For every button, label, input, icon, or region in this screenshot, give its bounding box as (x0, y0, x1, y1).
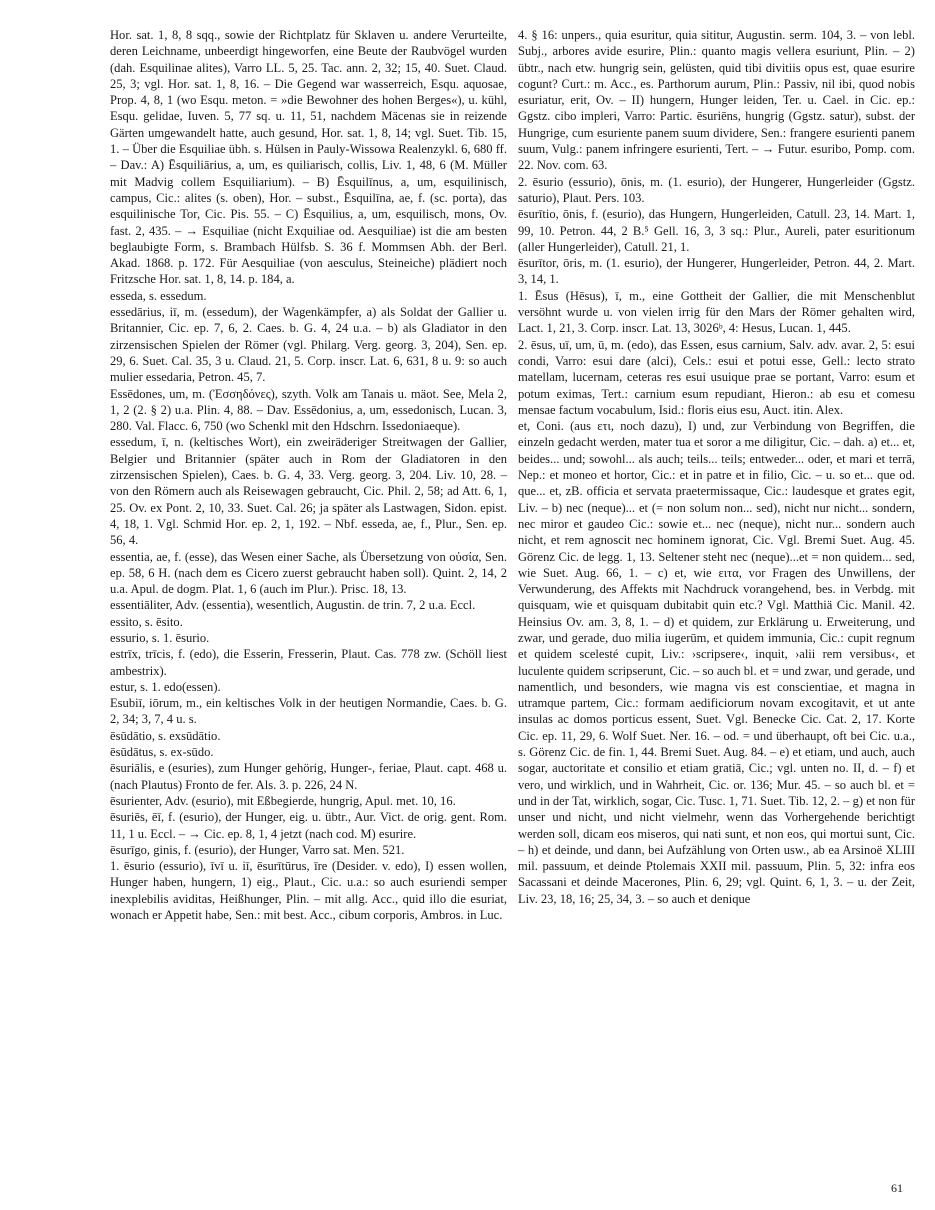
entry-paragraph: essedum, ī, n. (keltisches Wort), ein zweiräderiger Streitwagen der Gallier, Belgier und Britannier (später auch in Rom der Gladiatoren in den zirzensischen Spielen), Caes. b. G. 4, 33. Verg. georg. 3, 204. Liv. 10, 28. – von den Römern auch als Reisewagen gebraucht, Cic. Phil. 2, 58; ad Att. 6, 1, 25. Ov. ex Pont. 2, 10, 33. Suet. Cal. 26; ja später als Lastwagen, Sidon. epist. 4, 18, 1. Vgl. Schmid Hor. ep. 2, 1, 192. – Nbf. esseda, ae, f., Plur., Sen. ep. 56, 4. (110, 435, 507, 548)
entry-paragraph: Hor. sat. 1, 8, 8 sqq., sowie der Richtplatz für Sklaven u. andere Verurteilte, deren Leichname, unbeerdigt hingeworfen, eine Beute der Raubvögel wurden (dah. Esquilinae alites), Varro LL. 5, 25. Tac. ann. 2, 32; 15, 40. Suet. Claud. 25, 3; vgl. Hor. sat. 1, 8, 16. – Die Gegend war wasserreich, Esqu. aquosae, Prop. 4, 8, 1 (wo Esqu. meton. = »die Bewohner des hohen Berges«), u. kühl, Esqu. gelidae, Iuven. 5, 77 sq. u. 11, 51, nachdem Mäcenas sie in reizende Gärten umgewandelt hatte, auch gesund, Hor. sat. 1, 8, 14; vgl. Suet. Tib. 15, 1. – Über die Esquiliae übh. s. Hülsen in Pauly-Wissowa Realenzykl. 6, 680 ff. – Dav.: A) Ēsquiliārius, a, um, es quiliarisch, collis, Liv. 1, 48, 6 (M. Müller mit Madvig collem Esquiliarium). – B) Ēsquilīnus, a, um, esquilinisch, campus, Cic.: alites (s. oben), Hor. – subst., Ēsquilīna, ae, f. (sc. porta), das esquilinische Tor, Cic. Pis. 55. – C) Ēsquilius, a, um, esquilisch, mons, Ov. fast. 2, 435. – → Esquiliae (nicht Exquiliae od. Aesquiliae) ist die am besten beglaubigte Form, s. Brambach Hülfsb. S. 36 f. Mommsen Abh. der Berl. Akad. 1868. p. 172. Für Aesquiliae (von aesculus, Steineiche) plädiert noch Fritzsche Hor. sat. 1, 8, 14. p. 184, a. (110, 28, 507, 287)
entry-paragraph: essurio, s. 1. ēsurio. (110, 630, 210, 645)
entry-paragraph: estur, s. 1. edo(essen). (110, 679, 221, 694)
entry-paragraph: Esubiī, iōrum, m., ein keltisches Volk in der heutigen Normandie, Caes. b. G. 2, 34; 3, 7, 4 u. s. (110, 696, 507, 727)
entry-paragraph: ēsurienter, Adv. (esurio), mit Eßbegierde, hungrig, Apul. met. 10, 16. (110, 793, 456, 808)
entry-paragraph: ēsurītor, ōris, m. (1. esurio), der Hungerer, Hungerleider, Petron. 44, 2. Mart. 3, 14, 1. (518, 256, 915, 287)
entry-paragraph: Essēdones, um, m. (Ἐσσηδόνες), szyth. Volk am Tanais u. mäot. See, Mela 2, 1, 2 (2. § 2) u.a. Plin. 4, 88. – Dav. Essēdonius, a, um, essedonisch, Lucan. 3, 280. Val. Flacc. 6, 750 (wo Schenkl mit den Hdschrn. Issedoniaeque). (110, 386, 507, 434)
entry-paragraph: essito, s. ēsito. (110, 614, 183, 629)
entry-paragraph: ēsuriālis, e (esuries), zum Hunger gehörig, Hunger-, feriae, Plaut. capt. 468 u. (nach Plautus) Fronto de fer. Als. 3. p. 226, 24 N. (110, 761, 507, 792)
entry-paragraph: 2. ēsus, uī, um, ū, m. (edo), das Essen, esus carnium, Salv. adv. avar. 2, 5: esui condi, Varro: esui dare (alci), Cels.: esui et potui esse, Gell.: lecto strato matellam, lucernam, ceteras res esui usuique prae se portant, Varro: esum et potum eximas, Tert.: carnium esum repudiant, Hieron.: ab esu et comesu mensae factum vocabulum, Isid.: floris eius esu, Auct. itin. Alex. (518, 337, 915, 417)
entry-paragraph: ēsurītio, ōnis, f. (esurio), das Hungern, Hungerleiden, Catull. 23, 14. Mart. 1, 99, 10. Petron. 44, 2 B.⁵ Gell. 16, 3, 3 sq.: Plur., Aureli, pater esuritionum (aller Hungerleider), Catull. 21, 1. (518, 207, 915, 254)
page-number: 61 (891, 1181, 903, 1195)
entry-paragraph: essedārius, iī, m. (essedum), der Wagenkämpfer, a) als Soldat der Gallier u. Britannier, Cic. ep. 7, 6, 2. Caes. b. G. 4, 24 u.a. – b) als Gladiator in den zirzensischen Spielen der Römer (vgl. Philarg. Verg. georg. 3, 204), Sen. ep. 29, 6. Suet. Cal. 35, 3 u. Claud. 21, 5. Corp. inscr. Lat. 6, 631, 8 u. 9: so auch mulier essedaria, Petron. 45, 7. (110, 305, 507, 385)
entry-paragraph: esseda, s. essedum. (110, 288, 207, 303)
entry-paragraph: ēsūdātus, s. ex-sūdo. (110, 745, 214, 760)
right-column (518, 27, 915, 907)
entry-paragraph: et, Coni. (aus ετι, noch dazu), I) und, zur Verbindung von Begriffen, die einzeln gedacht werden, mater tua et soror a me diligitur, Cic. – dah. a) et... et, beides... und; sowohl... als auch; teils... teils; entweder... oder, et mari et terrā, Nep.: et moneo et hortor, Cic.: et in patre et in filio, Cic. – u. so et... que od. que... et, zB. officia et servata praetermissaque, Cic.: laudesque et grates egit, Liv. – b) nec (neque)... et (= non solum non... sed), nicht nur nicht... sondern, nec miror et gaudeo Cic.: sowie et... nec (neque), nicht nur... sondern auch nicht, et rem agnoscit nec hominem ignorat, Cic. Vgl. Bremi Suet. Aug. 45. Görenz Cic. de legg. 1, 13. Seltener steht nec (neque)...et = non quidem... sed, wie Suet. Aug. 66, 1. – c) et, wie ειτα, vor Fragen des Unwillens, der Verwunderung, des Affekts mit Nachdruck vorangehend, bes. in Verbdg. mit quisquam, wie et quisquam dubitabit quin etc.? Vgl. Matthiä Cic. Manil. 42. Heinsius Ov. am. 3, 8, 1. – d) et quidem, zur Erklärung u. Erweiterung, und zwar, und gerade, duo milia iugerūm, et quidem immunia, Cic.: cupit regnum et quidem scelesté cupit, Liv.: ›scripsere‹, inquit, ›alii rem versibus‹, et luculente quidem scripserunt, Cic. – so auch bl. et = und zwar, und gerade, und namentlich, und besonders, wie magna vis est conscientiae, et magna in utramque partem, Cic.: formam aedificiorum novam excogitavit, et ut ante insulas ac domos porticus essent, Suet. Vgl. Benecke Cic. Cat. 2, 17. Korte Cic. ep. 11, 29, 6. Wolf Suet. Ner. 16. – od. = und überhaupt, oft bei Cic. u.a., s. Görenz Cic. de fin. 1, 44. Bremi Suet. Aug. 84. – e) et etiam, und auch, auch sogar, auctoritate et consilio et etiam gratiā, Cic.; vgl. unten no. II, d. – f) et vero, und wirklich, und in Wahrheit, Cic. or. 136; Mur. 45. – so auch bl. et = und in der Tat, wirklich, sogar, Cic. Tusc. 1, 71. Suet. Tib. 12, 2. – g) et non für unser und nicht, und nicht vielmehr, wenn das Vorhergehende berichtigt werden soll, dicam eos miseros, qui nati sunt, et non eos, qui mortui sunt, Cic. – h) et deinde, und dann, bei Aufzählung von Orten usw., ab ea Arsinoë XLIII mil. passuum, et deinde Ptolemais XXII mil. passuum, Plin. 5, 32: infra eos Sacassani et deinde Macerones, Plin. 6, 29; vgl. Quint. 6, 1, 3. – u. der Zeit, Liv. 23, 18, 16; 25, 34, 3. – so auch et denique (518, 419, 915, 906)
entry-paragraph: ēsurīgo, ginis, f. (esurio), der Hunger, Varro sat. Men. 521. (110, 842, 405, 857)
entry-paragraph: essentiāliter, Adv. (essentia), wesentlich, Augustin. de trin. 7, 2 u.a. Eccl. (110, 598, 476, 613)
entry-paragraph: 1. Ēsus (Hēsus), ī, m., eine Gottheit der Gallier, die mit Menschenblut versöhnt wurde u. von vielen irrig für den Mars der Römer gehalten wird, Lact. 1, 21, 3. Corp. inscr. Lat. 13, 3026ᵇ, 4: Hesus, Lucan. 1, 445. (518, 288, 915, 336)
entry-paragraph: ēsūdātio, s. exsūdātio. (110, 728, 221, 743)
entry-paragraph: 4. § 16: unpers., quia esuritur, quia sititur, Augustin. serm. 104, 3. – von lebl. Subj., arbores avide esurire, Plin.: quanto magis vellera esuriunt, Plin. – 2) übtr., nach etw. hungrig sein, gelüsten, quid tibi divitiis opus est, quae esurire cogunt? Curt.: m. Acc., es. Parthorum aurum, Plin.: Passiv, nil ibi, quod nobis esuriatur, erit, Ov. – II) hungern, Hunger leiden, Ter. u. Cael. in Cic. ep.: Ggstz. cibo impleri, Varro: Partic. ēsuriēns, hungrig (Ggstz. satur), subst. der Hungrige, cum esuriente panem suum dividere, Sen.: frangere esurienti panem suum, Vulg.: panem infringere esurienti, Tert. – → Futur. esuribo, Pomp. com. 22. Nov. com. 63. (518, 28, 915, 173)
entry-paragraph: 2. ēsurio (essurio), ōnis, m. (1. esurio), der Hungerer, Hungerleider (Ggstz. saturio), Plaut. Pers. 103. (518, 174, 915, 205)
entry-paragraph: ēsuriēs, ēī, f. (esurio), der Hunger, eig. u. übtr., Aur. Vict. de orig. gent. Rom. 11, 1 u. Eccl. – → Cic. ep. 8, 1, 4 jetzt (nach cod. M) esurire. (110, 810, 507, 841)
entry-paragraph: essentia, ae, f. (esse), das Wesen einer Sache, als Übersetzung von οὐσία, Sen. ep. 58, 6 H. (nach dem es Cicero zuerst gebraucht haben soll). Quint. 2, 14, 2 u.a. Apul. de dogm. Plat. 1, 6 (auch im Plur.). Prisc. 18, 13. (110, 549, 507, 597)
entry-paragraph: 1. ēsurio (essurio), īvī u. iī, ēsurītūrus, īre (Desider. v. edo), I) essen wollen, Hunger haben, hungern, 1) eig., Plaut., Cic. u.a.: so auch esuriendi semper inexplebilis aviditas, Heißhunger, Plin. – mit allg. Acc., quid illo die esuriat, wonach er Appetit habe, Sen.: mit best. Acc., cibum corporis, Ambros. in Luc. (110, 859, 507, 923)
left-column (110, 27, 507, 923)
entry-paragraph: estrīx, trīcis, f. (edo), die Esserin, Fresserin, Plaut. Cas. 778 zw. (Schöll liest ambestrix). (110, 647, 507, 678)
